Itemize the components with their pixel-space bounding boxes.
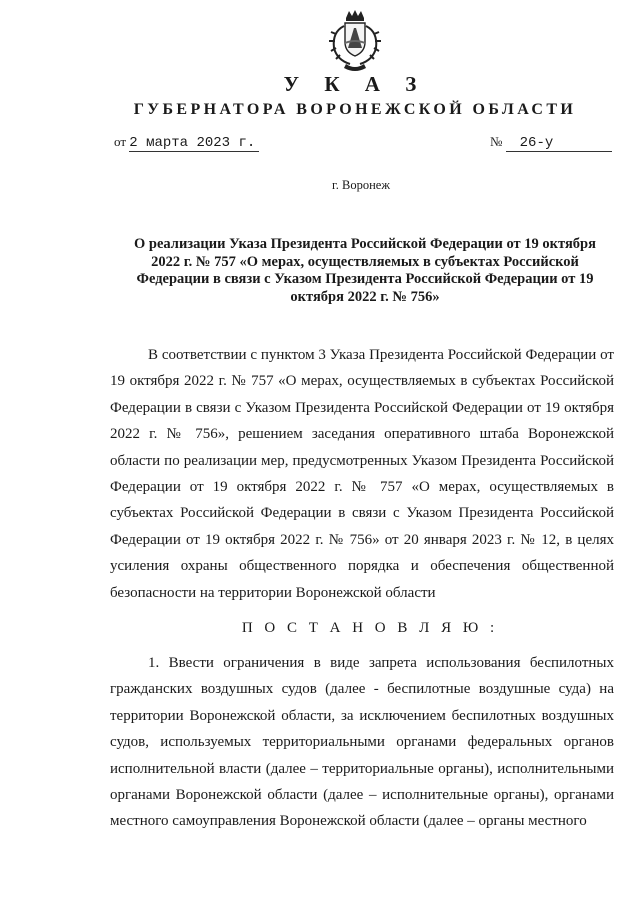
document-title: У К А З (283, 72, 427, 96)
document-subtitle: ГУБЕРНАТОРА ВОРОНЕЖСКОЙ ОБЛАСТИ (133, 101, 577, 118)
number-value: 26-у (506, 136, 612, 152)
document-heading: О реализации Указа Президента Российской Федерации от 19 октября 2022 г. № 757 «О мерах, осуществляемых в субъектах Российской Федерации в связи с Указом Президента Российской Федерации от 19 октября 2022 г. № 756» (134, 236, 596, 305)
preamble-paragraph: В соответствии с пунктом 3 Указа Президента Российской Федерации от 19 октября 2022 г. № 757 «О мерах, осуществляемых в субъектах Российской Федерации в связи с Указом Президента Российской Федерации от 19 октября 2022 г. № 756», решением заседания оперативного штаба Воронежской области по реализации мер, предусмотренных Указом Президента Российской Федерации от 19 октября 2022 г. № 757 «О мерах, осуществляемых в субъектах Российской Федерации в связи с Указом Президента Российской Федерации от 19 октября 2022 г. № 756» от 20 января 2023 г. № 12, в целях усиления охраны общественного порядка и обеспечения общественной безопасности на территории Воронежской области (110, 347, 614, 601)
number-field (490, 134, 612, 152)
coat-of-arms-icon (328, 8, 382, 74)
clause-1-paragraph: 1. Ввести ограничения в виде запрета использования беспилотных гражданских воздушных судов (далее - беспилотные воздушные суда) на территории Воронежской области, за исключением беспилотных воздушных судов, используемых территориальными органами федеральных органов исполнительной власти (далее – территориальные органы), исполнительными органами Воронежской области (далее – исполнительные органы), органами местного самоуправления Воронежской области (далее – органы местного (110, 655, 614, 830)
date-value: 2 марта 2023 г. (129, 136, 259, 152)
date-prefix: от (114, 134, 127, 149)
decree-word: П О С Т А Н О В Л Я Ю : (241, 620, 499, 636)
number-sign: № (490, 134, 503, 149)
date-field (114, 134, 259, 152)
city-line: г. Воронеж (332, 178, 390, 192)
